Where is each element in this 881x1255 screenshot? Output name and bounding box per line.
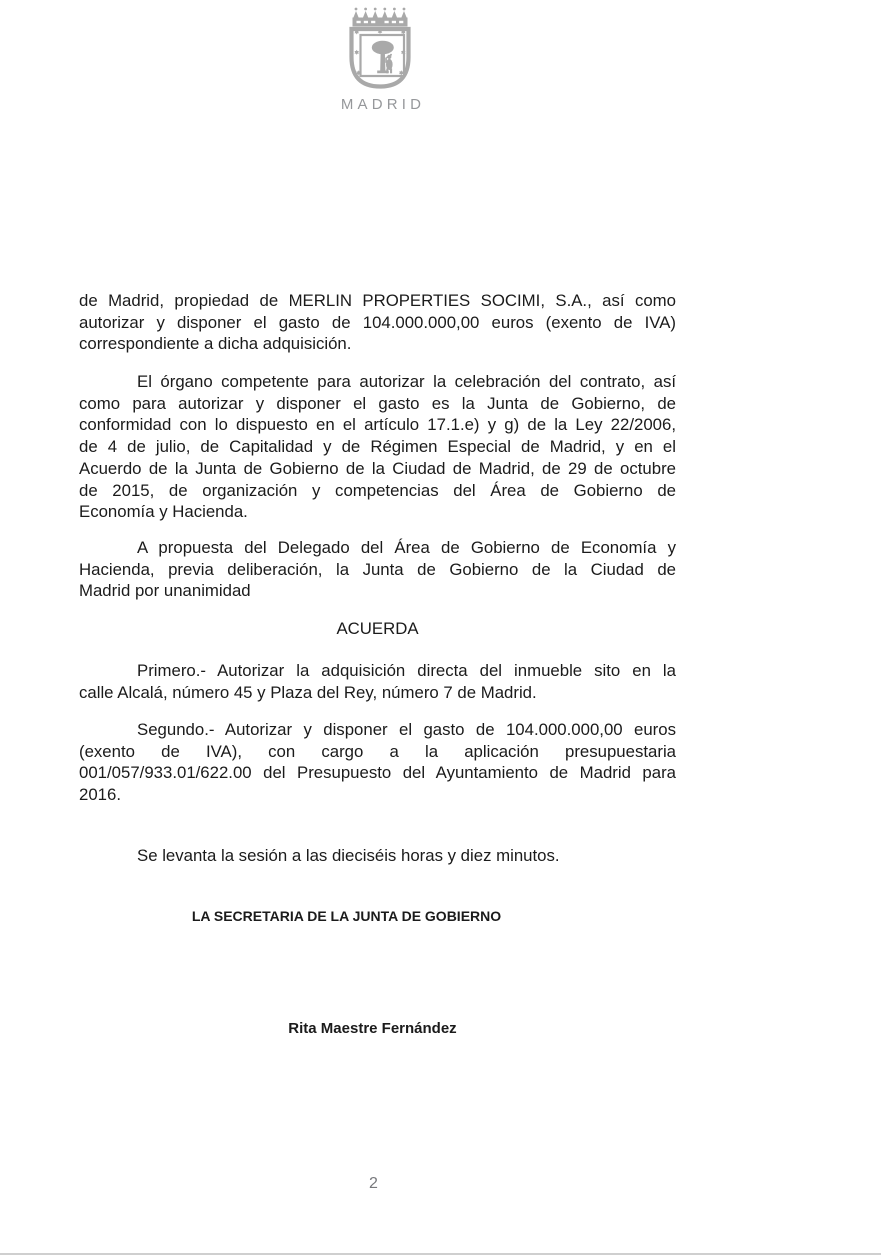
text-line: correspondiente a dicha adquisición. xyxy=(79,334,352,354)
text-line: 001/057/933.01/622.00 del Presupuesto del Ayuntamiento de Madrid para xyxy=(79,763,676,783)
body-paragraph-closing xyxy=(79,845,676,867)
madrid-logo-caption: MADRID xyxy=(340,96,426,113)
text-line: Economía y Hacienda. xyxy=(79,502,248,522)
text-line: Segundo.- Autorizar y disponer el gasto de 104.000.000,00 euros xyxy=(137,720,676,739)
signature-name: Rita Maestre Fernández xyxy=(288,1020,457,1037)
body-paragraph-1 xyxy=(79,290,676,355)
body-paragraph-segundo xyxy=(79,719,676,806)
text-line: El órgano competente para autorizar la celebración del contrato, así xyxy=(137,372,676,391)
text-line: calle Alcalá, número 45 y Plaza del Rey, número 7 de Madrid. xyxy=(79,682,537,702)
text-line: Madrid por unanimidad xyxy=(79,581,251,601)
text-line: Acuerdo de la Junta de Gobierno de la Ciudad de Madrid, de 29 de octubre xyxy=(79,458,676,478)
body-paragraph-3 xyxy=(79,537,676,602)
signature-title: LA SECRETARIA DE LA JUNTA DE GOBIERNO xyxy=(191,908,502,924)
body-paragraph-2 xyxy=(79,371,676,523)
page-number: 2 xyxy=(369,1175,378,1192)
text-line: 2016. xyxy=(79,785,121,805)
text-line: A propuesta del Delegado del Área de Gobierno de Economía y xyxy=(137,538,676,557)
text-line: autorizar y disponer el gasto de 104.000.000,00 euros (exento de IVA) xyxy=(79,312,676,332)
text-line: de 4 de julio, de Capitalidad y de Régimen Especial de Madrid, y en el xyxy=(79,437,676,457)
text-line: Se levanta la sesión a las dieciséis horas y diez minutos. xyxy=(137,846,560,865)
acuerda-heading: ACUERDA xyxy=(336,619,419,638)
text-line: de Madrid, propiedad de MERLIN PROPERTIES SOCIMI, S.A., así como xyxy=(79,291,676,310)
text-line: de 2015, de organización y competencias del Área de Gobierno de xyxy=(79,480,676,500)
text-line: Primero.- Autorizar la adquisición directa del inmueble sito en la xyxy=(137,661,676,680)
madrid-coat-of-arms-icon xyxy=(348,4,412,90)
text-line: como para autorizar y disponer el gasto es la Junta de Gobierno, de xyxy=(79,393,676,413)
text-line: Hacienda, previa deliberación, la Junta de Gobierno de la Ciudad de xyxy=(79,559,676,579)
text-line: (exento de IVA), con cargo a la aplicación presupuestaria xyxy=(79,741,676,761)
body-paragraph-primero xyxy=(79,660,676,703)
text-line: conformidad con lo dispuesto en el artículo 17.1.e) y g) de la Ley 22/2006, xyxy=(79,415,676,435)
